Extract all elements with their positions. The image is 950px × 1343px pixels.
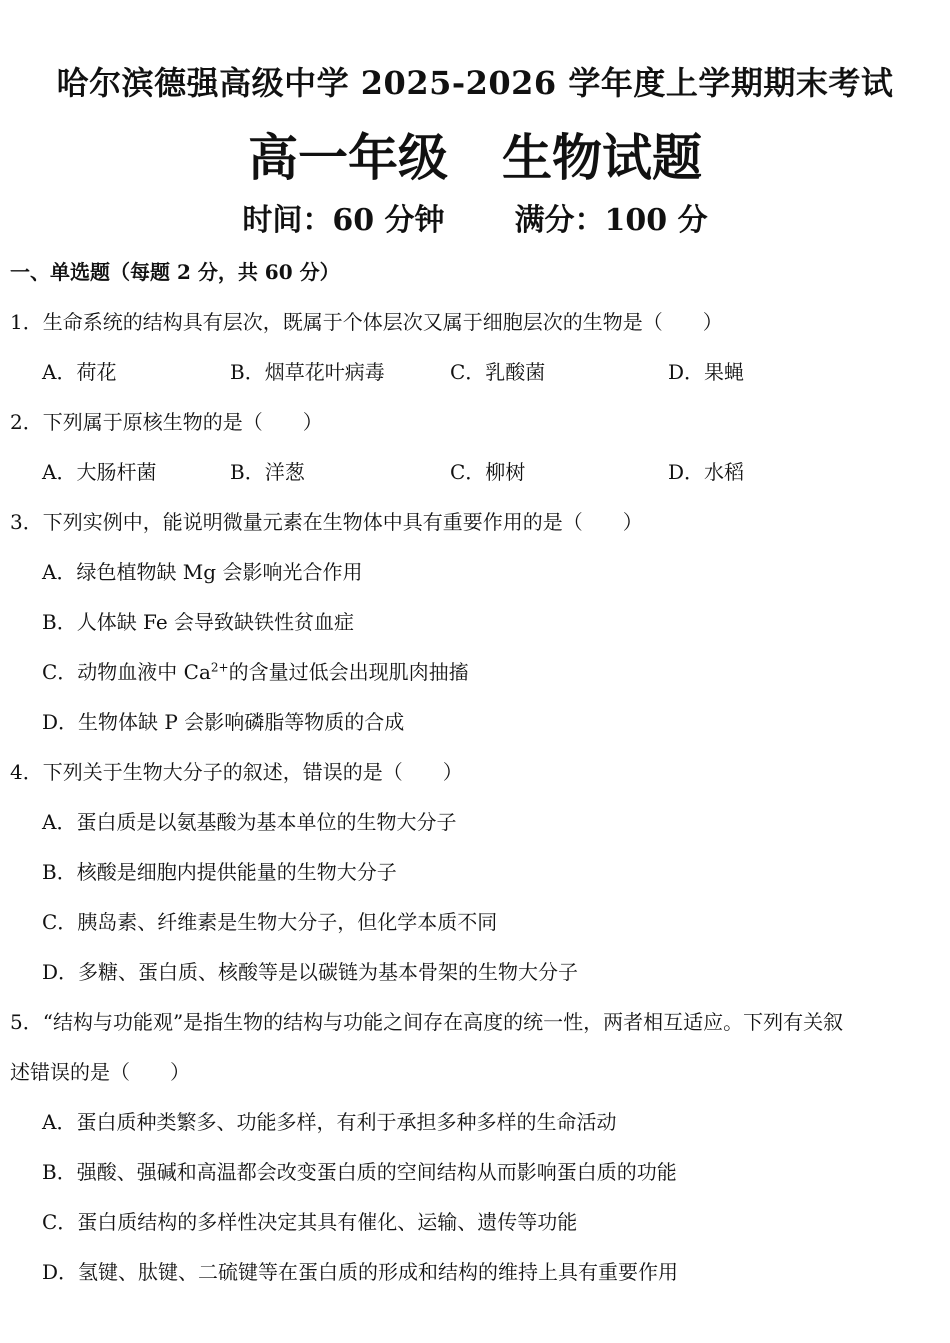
question-4-option-a: A．蛋白质是以氨基酸为基本单位的生物大分子 <box>42 810 457 834</box>
calcium-charge: 2+ <box>210 660 229 675</box>
question-2-stem: 2．下列属于原核生物的是（ ） <box>10 410 323 434</box>
question-4-option-d: D．多糖、蛋白质、核酸等是以碳链为基本骨架的生物大分子 <box>42 960 579 984</box>
question-4-stem: 4．下列关于生物大分子的叙述，错误的是（ ） <box>10 760 463 784</box>
exam-info <box>0 195 950 239</box>
question-3-option-a: A．绿色植物缺 Mg 会影响光合作用 <box>42 560 363 584</box>
option: A．大肠杆菌 <box>42 460 157 484</box>
option: D．水稻 <box>668 460 745 484</box>
time-label: 时间：60 分钟 <box>242 203 445 238</box>
grade-label: 高一年级 <box>248 128 448 187</box>
section-heading: 一、单选题（每题 2 分，共 60 分） <box>10 260 340 284</box>
question-4-option-c: C．胰岛素、纤维素是生物大分子，但化学本质不同 <box>42 910 498 934</box>
full-score-label: 满分：100 分 <box>514 203 708 238</box>
option-c-text-rest: 的含量过低会出现肌肉抽搐 <box>228 660 469 684</box>
question-5-stem: 5．“结构与功能观”是指生物的结构与功能之间存在高度的统一性，两者相互适应。下列有关叙 <box>10 1010 844 1034</box>
question-5-stem-continued: 述错误的是（ ） <box>10 1060 190 1084</box>
option: A．荷花 <box>42 360 117 384</box>
option-c-text: C．动物血液中 Ca <box>42 660 211 684</box>
question-4-option-b: B．核酸是细胞内提供能量的生物大分子 <box>42 860 397 884</box>
option: C．乳酸菌 <box>450 360 546 384</box>
question-3-option-b: B．人体缺 Fe 会导致缺铁性贫血症 <box>42 610 355 634</box>
question-5-option-d: D．氢键、肽键、二硫键等在蛋白质的形成和结构的维持上具有重要作用 <box>42 1260 679 1284</box>
question-3-option-c <box>42 658 469 686</box>
option: C．柳树 <box>450 460 526 484</box>
option: D．果蝇 <box>668 360 745 384</box>
question-1-stem: 1．生命系统的结构具有层次，既属于个体层次又属于细胞层次的生物是（ ） <box>10 310 723 334</box>
subject-label: 生物试题 <box>502 128 702 187</box>
question-5-option-a: A．蛋白质种类繁多、功能多样，有利于承担多种多样的生命活动 <box>42 1110 617 1134</box>
question-3-stem: 3．下列实例中，能说明微量元素在生物体中具有重要作用的是（ ） <box>10 510 643 534</box>
question-3-option-d: D．生物体缺 P 会影响磷脂等物质的合成 <box>42 710 405 734</box>
grade-subject-title <box>0 118 950 190</box>
option: B．洋葱 <box>230 460 305 484</box>
question-5-option-b: B．强酸、强碱和高温都会改变蛋白质的空间结构从而影响蛋白质的功能 <box>42 1160 677 1184</box>
option: B．烟草花叶病毒 <box>230 360 385 384</box>
school-exam-title: 哈尔滨德强高级中学 2025-2026 学年度上学期期末考试 <box>56 64 894 102</box>
question-5-option-c: C．蛋白质结构的多样性决定其具有催化、运输、遗传等功能 <box>42 1210 578 1234</box>
